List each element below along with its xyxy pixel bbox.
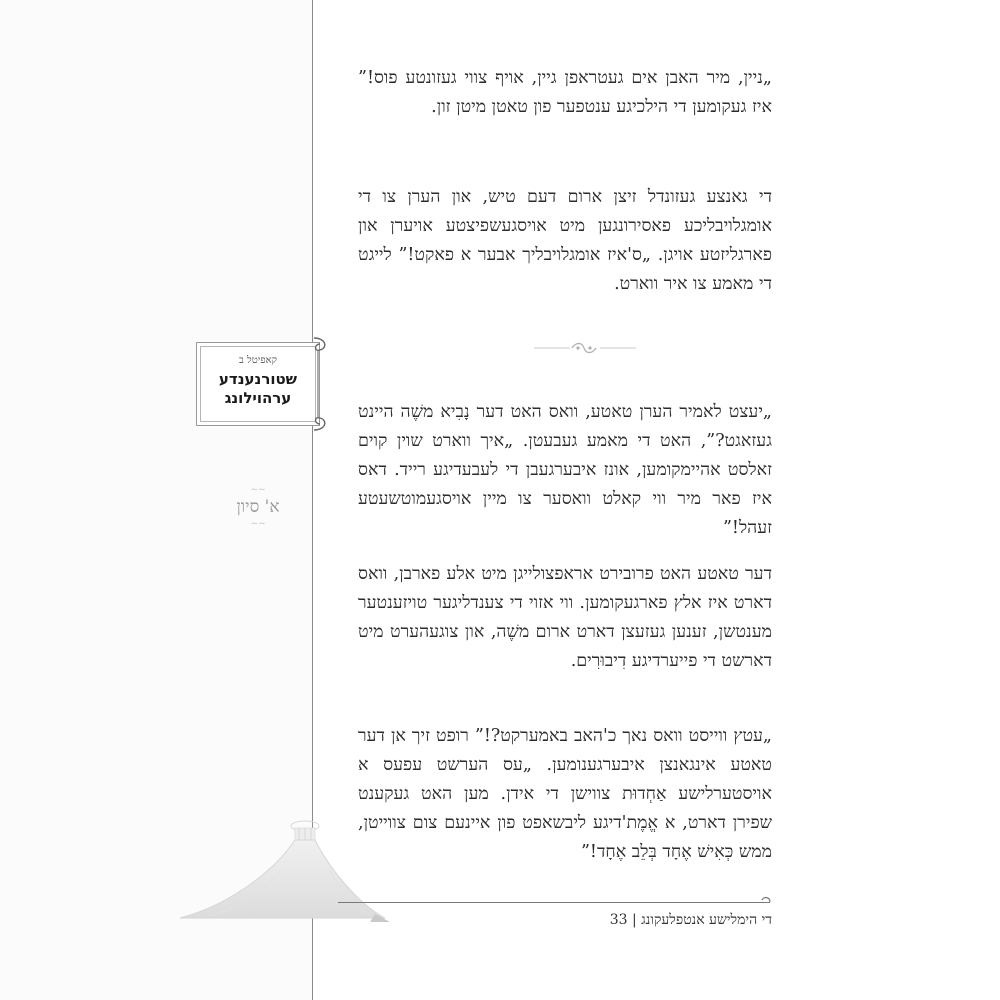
page-number: 33: [609, 912, 628, 928]
paragraph-3: [358, 398, 772, 543]
paragraph-2: [358, 183, 772, 299]
paragraph-text: די גאנצע געזונדל זיצן ארום דעם טיש, און הערן צו די אומגלויבליכע פאסירונגען מיט אויסגעשפיצטע אויערן און פארגליזטע אויגן. „ס'איז אומגלויבליך אבער א פאקט!” לייגט די מאמע צו איר ווארט.: [358, 187, 772, 294]
paragraph-4: [358, 560, 772, 676]
paragraph-1: [358, 64, 772, 122]
chapter-label: קאפיטל ב: [239, 355, 277, 366]
running-title: די הימלישע אנטפלעקונג: [641, 912, 772, 928]
box-tab-icon: [312, 332, 338, 436]
running-footer: [560, 912, 772, 929]
scroll-flourish-icon: [530, 340, 640, 356]
date-text: א' סיון: [236, 497, 280, 517]
lamp-decoration-icon: [170, 810, 400, 930]
chapter-header-box: [196, 342, 320, 426]
date-flourish-bottom-icon: ~~: [250, 519, 266, 529]
footer-rule: [338, 902, 770, 903]
paragraph-text: „יעצט לאמיר הערן טאטע, וואס האט דער נָבִיא משֶׁה היינט געזאגט?”, האט די מאמע געבעטן. „איך ווארט שוין קוים זאלסט אהיימקומען, אונז איבערגעבן די לעבעדיגע רייד. דאס איז פאר מיר ווי קאלט וואסער צו מיין אויסגעמוטשעטע זעהל!”: [358, 402, 772, 538]
chapter-title: שטורנענדע ערהוילונג: [218, 370, 298, 407]
paragraph-5: [358, 722, 772, 867]
footer-end-cap-icon: [760, 894, 772, 906]
footer-separator: |: [631, 912, 637, 928]
paragraph-text: „ניין, מיר האבן אים געטראפן גיין, אויף צווי געזונטע פוס!” איז געקומען די הילכיגע ענטפער פון טאטן מיטן זון.: [358, 68, 772, 117]
paragraph-text: „עטץ ווייסט וואס נאך כ'האב באמערקט?!” רופט זיך אן דער טאטע אינגאנצן איבערגענומען. „עס הערשט עפעס א אויסטערלישע אַחְדוּת צווישן די אידן. מען האט געקענט שפירן דארט, א אֱמֶת'דיגע ליבשאפט פון איינעם צום צווייטן, ממש כְּאִישׁ אֶחָד בְּלֵב אֶחָד!”: [358, 726, 772, 862]
paragraph-text: דער טאטע האט פרובירט אראפצולייגן מיט אלע פארבן, וואס דארט איז אלץ פארגעקומען. ווי אזוי די צענדליגער טויזענטער מענטשן, זענען געזעצן דארט ארום משֶׁה, און צוגעהערט מיט דארשט די פייערדיגע דִיבוּרִים.: [358, 564, 772, 671]
date-flourish-top-icon: ~~: [250, 485, 266, 495]
date-ornament: [218, 485, 298, 529]
